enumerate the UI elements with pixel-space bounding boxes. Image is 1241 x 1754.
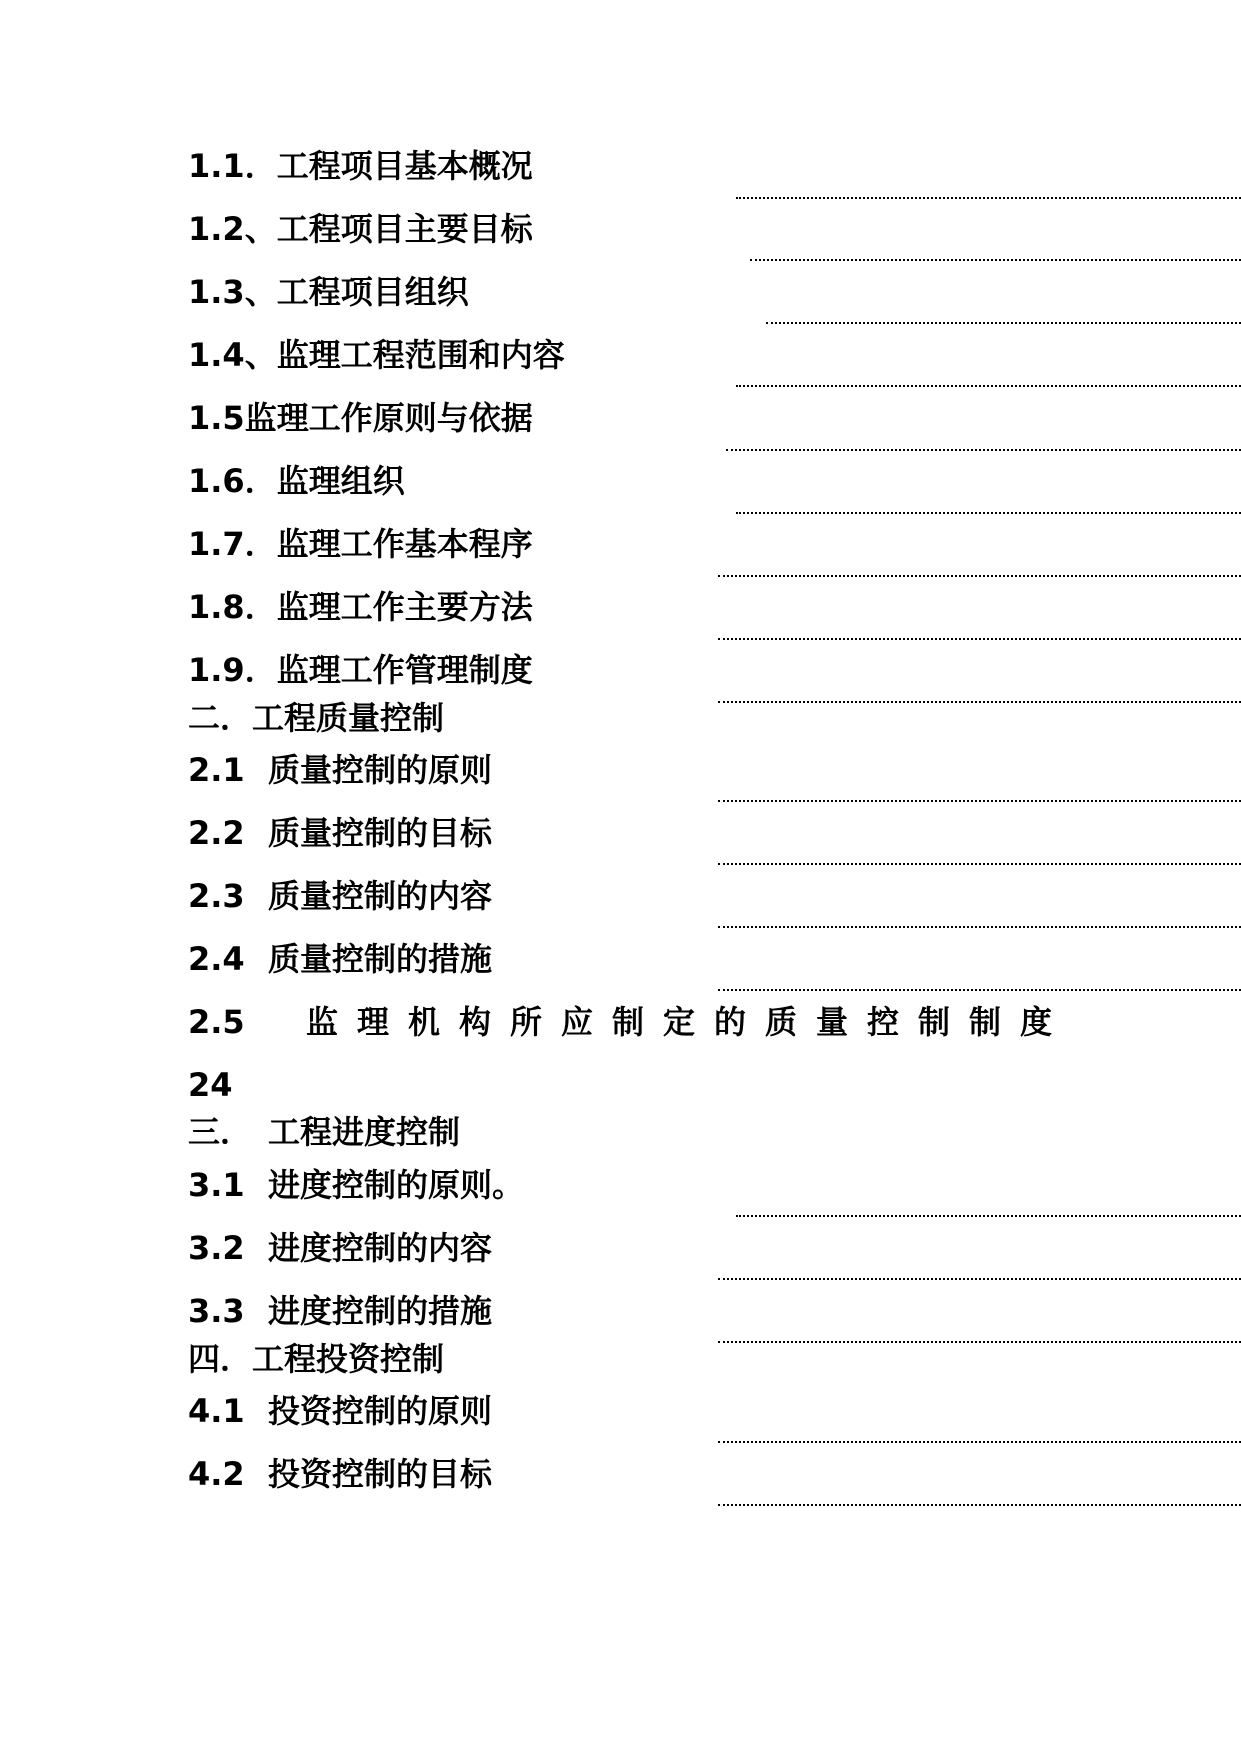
toc-entry-2-2[interactable] [188, 813, 492, 853]
entry-title: 监理工作原则与依据 [244, 399, 533, 437]
section-title: 工程质量控制 [252, 699, 445, 737]
dot-leader [718, 1441, 1241, 1445]
dot-leader [736, 512, 1241, 516]
entry-number: 2.2 [188, 814, 245, 852]
toc-entry-1-7[interactable] [188, 524, 533, 564]
entry-separator: ． [244, 588, 277, 626]
section-title: 工程投资控制 [252, 1340, 445, 1378]
entry-title: 工程项目主要目标 [276, 210, 533, 248]
entry-number: 1.8 [188, 588, 245, 626]
entry-separator: 、 [244, 210, 277, 248]
entry-separator: ． [244, 651, 277, 689]
section-separator: ． [220, 1340, 253, 1378]
entry-separator: ． [244, 462, 277, 500]
entry-number: 1.2 [188, 210, 245, 248]
dot-leader [718, 1341, 1241, 1345]
dot-leader [750, 259, 1241, 263]
toc-entry-1-2[interactable] [188, 209, 533, 249]
toc-entry-1-4[interactable] [188, 335, 565, 375]
entry-number: 2.3 [188, 877, 245, 915]
entry-separator: ． [244, 147, 277, 185]
entry-number: 1.6 [188, 462, 245, 500]
entry-separator: 、 [244, 336, 277, 374]
entry-title: 监理工作主要方法 [276, 588, 533, 626]
entry-number: 1.7 [188, 525, 245, 563]
entry-title: 进度控制的措施 [268, 1292, 493, 1330]
entry-title: 质量控制的原则 [268, 751, 493, 789]
dot-leader [718, 701, 1241, 705]
entry-title: 监理工作基本程序 [276, 525, 533, 563]
toc-entry-1-3[interactable] [188, 272, 469, 312]
section-number: 二 [188, 699, 221, 737]
toc-entry-3-3[interactable] [188, 1291, 492, 1331]
entry-number: 3.3 [188, 1292, 245, 1330]
entry-separator: ． [244, 525, 277, 563]
dot-leader [718, 638, 1241, 642]
entry-title: 工程项目组织 [276, 273, 469, 311]
toc-section-2[interactable] [188, 698, 444, 738]
dot-leader [718, 800, 1241, 804]
toc-entry-4-2[interactable] [188, 1454, 492, 1494]
toc-entry-2-4[interactable] [188, 939, 492, 979]
toc-entry-3-2[interactable] [188, 1228, 492, 1268]
entry-number: 1.4 [188, 336, 245, 374]
dot-leader [718, 926, 1241, 930]
toc-section-4[interactable] [188, 1339, 444, 1379]
entry-number: 2.4 [188, 940, 245, 978]
toc-entry-1-1[interactable] [188, 146, 533, 186]
toc-entry-2-1[interactable] [188, 750, 492, 790]
entry-number: 3.2 [188, 1229, 245, 1267]
toc-entry-2-5-page: 24 [188, 1066, 233, 1104]
entry-title: 监理机构所应制定的质量控制制度 [306, 1003, 1072, 1041]
entry-title: 质量控制的内容 [268, 877, 493, 915]
section-number: 四 [188, 1340, 221, 1378]
dot-leader [718, 1278, 1241, 1282]
entry-title: 工程项目基本概况 [276, 147, 533, 185]
entry-title: 质量控制的措施 [268, 940, 493, 978]
dot-leader [736, 385, 1241, 389]
entry-number: 1.5 [188, 399, 245, 437]
dot-leader [726, 449, 1241, 453]
entry-number: 2.1 [188, 751, 245, 789]
entry-title: 投资控制的目标 [268, 1455, 493, 1493]
section-separator: ． [220, 699, 253, 737]
toc-entry-2-3[interactable] [188, 876, 492, 916]
dot-leader [718, 863, 1241, 867]
entry-title: 监理工作管理制度 [276, 651, 533, 689]
dot-leader [736, 1215, 1241, 1219]
entry-title: 监理工程范围和内容 [276, 336, 565, 374]
dot-leader [718, 989, 1241, 993]
entry-number: 2.5 [188, 1003, 245, 1041]
section-title: 工程进度控制 [268, 1113, 461, 1151]
toc-entry-1-9[interactable] [188, 650, 533, 690]
toc-section-3[interactable] [188, 1112, 460, 1152]
entry-number: 3.1 [188, 1166, 245, 1204]
entry-number: 1.3 [188, 273, 245, 311]
toc-entry-3-1[interactable] [188, 1165, 524, 1205]
dot-leader [736, 197, 1241, 201]
entry-title: 进度控制的内容 [268, 1229, 493, 1267]
toc-entry-1-6[interactable] [188, 461, 405, 501]
entry-title: 监理组织 [276, 462, 405, 500]
toc-entry-1-5[interactable] [188, 398, 533, 438]
entry-title: 进度控制的原则。 [268, 1166, 525, 1204]
dot-leader [766, 322, 1241, 326]
entry-title: 投资控制的原则 [268, 1392, 493, 1430]
entry-separator: 、 [244, 273, 277, 311]
dot-leader [718, 575, 1241, 579]
entry-number: 4.2 [188, 1455, 245, 1493]
dot-leader [718, 1504, 1241, 1508]
toc-entry-1-8[interactable] [188, 587, 533, 627]
entry-number: 4.1 [188, 1392, 245, 1430]
toc-entry-4-1[interactable] [188, 1391, 492, 1431]
entry-number: 1.1 [188, 147, 245, 185]
entry-title: 质量控制的目标 [268, 814, 493, 852]
toc-entry-2-5[interactable] [188, 1002, 1071, 1042]
section-number: 三． [188, 1113, 253, 1151]
entry-number: 1.9 [188, 651, 245, 689]
